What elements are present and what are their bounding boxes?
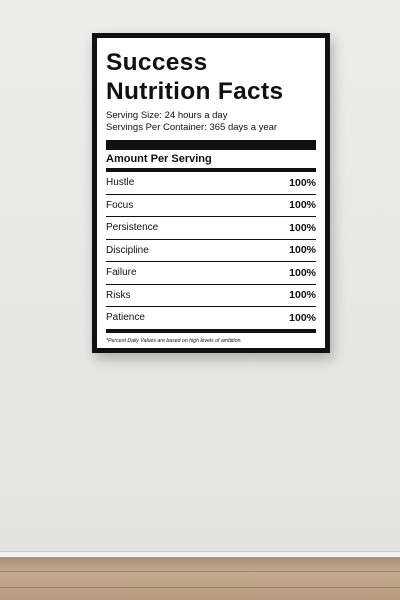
nutrient-row [106, 217, 316, 240]
poster-frame [92, 33, 330, 353]
nutrient-label: Hustle [106, 177, 135, 189]
nutrient-value: 100% [289, 266, 316, 279]
nutrient-value: 100% [289, 244, 316, 257]
nutrient-row [106, 285, 316, 308]
nutrient-value: 100% [289, 289, 316, 302]
thick-divider [106, 140, 316, 150]
nutrient-label: Failure [106, 267, 137, 279]
poster-title-line2: Nutrition Facts [106, 78, 284, 105]
nutrient-value: 100% [289, 176, 316, 189]
nutrient-label: Risks [106, 289, 131, 301]
nutrient-value: 100% [289, 221, 316, 234]
nutrient-label: Patience [106, 312, 145, 324]
wood-floor [0, 557, 400, 600]
poster-title-line1: Success [106, 49, 208, 76]
nutrient-label: Discipline [106, 244, 149, 256]
nutrient-row [106, 240, 316, 263]
amount-per-serving-header: Amount Per Serving [106, 153, 316, 172]
nutrient-row [106, 307, 316, 333]
floor-plank-line [0, 571, 400, 572]
floor-plank-line [0, 587, 400, 588]
nutrient-row [106, 195, 316, 218]
nutrient-label: Persistence [106, 222, 159, 234]
nutrient-value: 100% [289, 199, 316, 212]
nutrient-row [106, 172, 316, 195]
nutrition-label [97, 38, 325, 348]
footnote: *Percent Daily Values are based on high levels of ambition. [106, 337, 242, 344]
nutrient-row [106, 262, 316, 285]
serving-size: Serving Size: 24 hours a day [106, 110, 228, 121]
nutrient-label: Focus [106, 199, 134, 211]
servings-per-container: Servings Per Container: 365 days a year [106, 122, 278, 133]
nutrient-value: 100% [289, 311, 316, 324]
